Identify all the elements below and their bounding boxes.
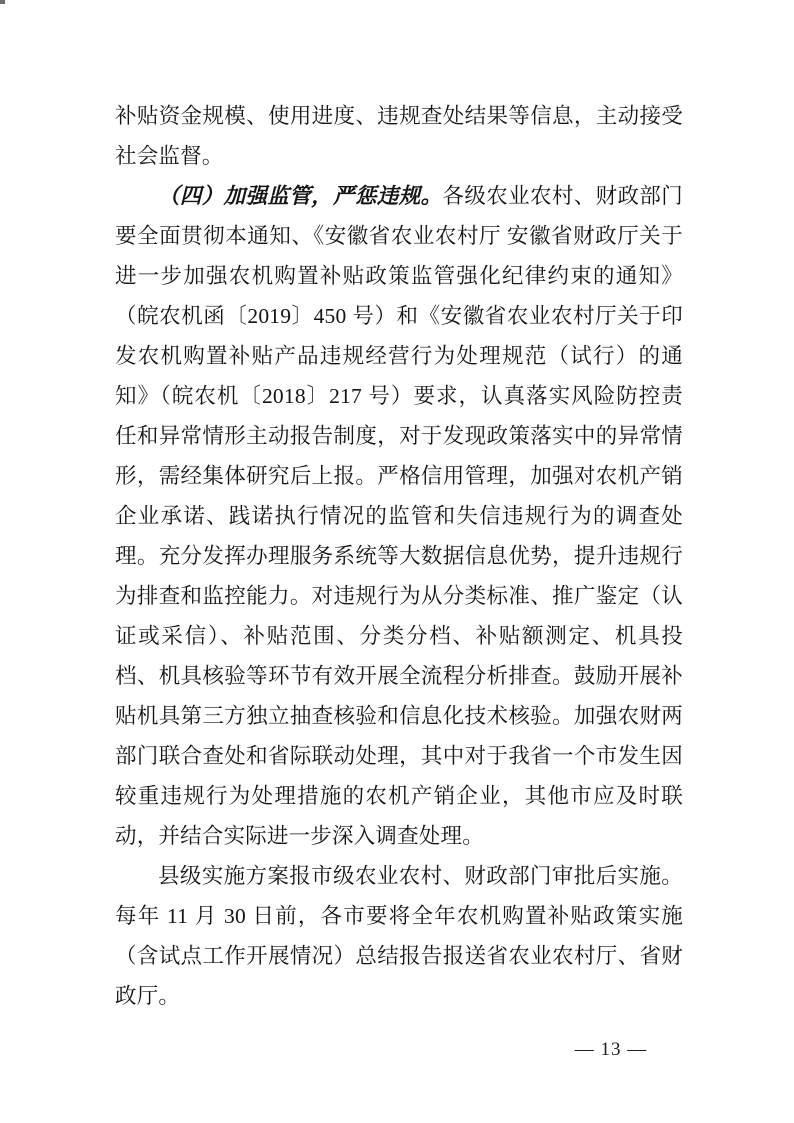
paragraph-implementation: [115, 856, 683, 1016]
paragraph-section-4: [115, 176, 683, 856]
section-heading: （四）加强监管，严惩违规。: [158, 184, 443, 208]
paragraph-text: 各级农业农村、财政部门要全面贯彻本通知、《安徽省农业农村厅 安徽省财政厅关于进一步加强农机购置补贴政策监管强化纪律约束的通知》（皖农机函〔2019〕450 号）和《安徽省农业农村厅关于印发农机购置补贴产品违规经营行为处理规范（试行）的通知》（皖农机〔2018〕217 号）要求，认真落实风险防控责任和异常情形主动报告制度，对于发现政策落实中的异常情形，需经集体研究后上报。严格信用管理，加强对农机产销企业承诺、践诺执行情况的监管和失信违规行为的调查处理。充分发挥办理服务系统等大数据信息优势，提升违规行为排查和监控能力。对违规行为从分类标准、推广鉴定（认证或采信）、补贴范围、分类分档、补贴额测定、机具投档、机具核验等环节有效开展全流程分析排查。鼓励开展补贴机具第三方独立抽查核验和信息化技术核验。加强农财两部门联合查处和省际联动处理，其中对于我省一个市发生因较重违规行为处理措施的农机产销企业，其他市应及时联动，并结合实际进一步深入调查处理。: [115, 184, 683, 848]
document-body: [115, 96, 683, 1016]
paragraph-continuation: [115, 96, 683, 176]
page-number: — 13 —: [574, 1039, 648, 1060]
paragraph-text: 县级实施方案报市级农业农村、财政部门审批后实施。每年 11 月 30 日前，各市要将全年农机购置补贴政策实施（含试点工作开展情况）总结报告报送省农业农村厅、省财政厅。: [115, 864, 683, 1008]
scan-artifact: [0, 0, 5, 4]
paragraph-text: 补贴资金规模、使用进度、违规查处结果等信息，主动接受社会监督。: [115, 104, 683, 168]
